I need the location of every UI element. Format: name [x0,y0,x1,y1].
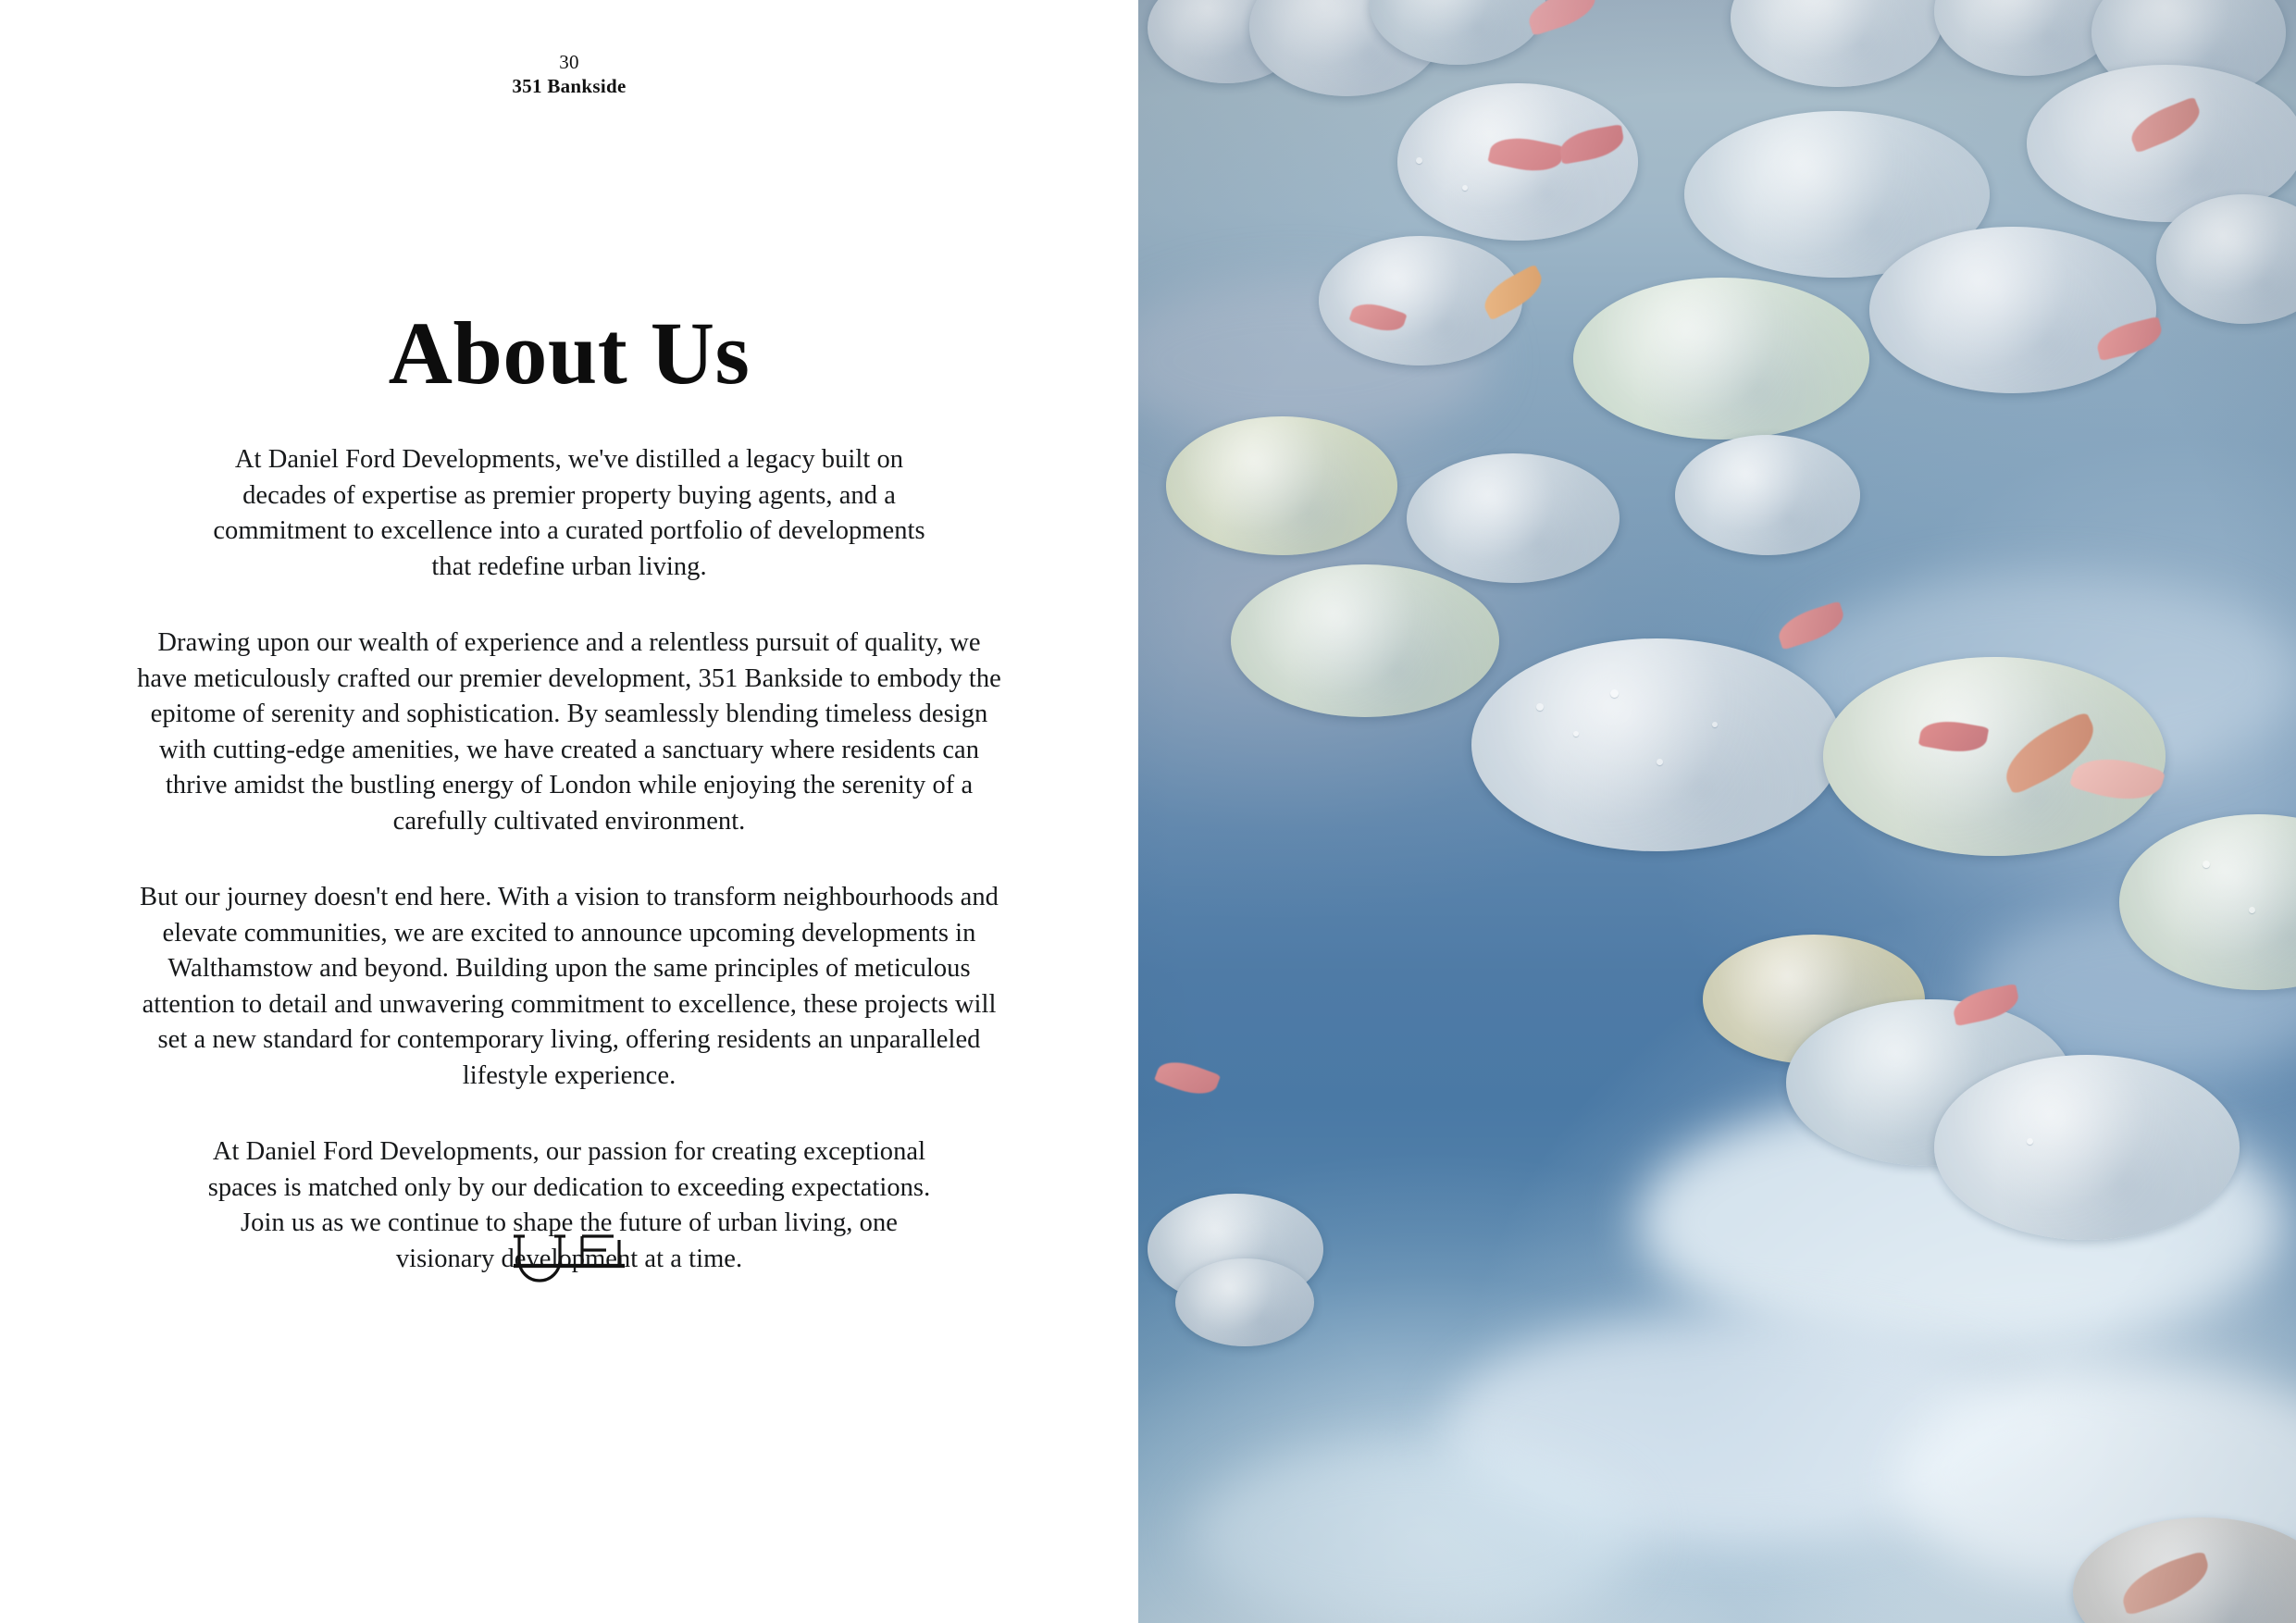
lily-pad [1471,638,1842,851]
water-droplet [1657,759,1663,765]
water-droplet [2203,861,2210,868]
water-droplet [1536,703,1544,711]
lily-pad [1675,435,1860,555]
body-copy [130,442,1009,1277]
water-droplet [1573,731,1579,737]
water-droplet [1712,722,1718,727]
water-droplet [2249,907,2255,913]
paragraph-3: But our journey doesn't end here. With a vision to transform neighbourhoods and elevate communities, we are excited to announce upcoming developments in Walthamstow and beyond. Building upon the same principles of meticulous attention to detail and unwavering commitment to excellence, these projects will set a new standard for contemporary living, offering residents an unparalleled lifestyle experience. [140,883,999,1090]
text-page [0,0,1138,1623]
lily-pad [1166,416,1397,555]
water-droplet [1416,157,1422,164]
lily-pad [1934,1055,2240,1240]
running-title: 351 Bankside [512,75,627,97]
monogram-icon [510,1231,628,1288]
paragraph-1: At Daniel Ford Developments, we've distilled a legacy built on decades of expertise as premier property buying agents, and a commitment to excellence into a curated portfolio of developments that redefine urban living. [213,445,925,581]
lily-pad [1573,278,1869,440]
photo-page [1138,0,2296,1623]
page-header [0,50,1138,98]
lily-pad [1231,564,1499,717]
paragraph-2: Drawing upon our wealth of experience and a relentless pursuit of quality, we have meticulously crafted our premier development, 351 Bankside to embody the epitome of serenity and sophistication. By seamlessly blending timeless design with cutting-edge amenities, we have created a sanctuary where residents can thrive amidst the bustling energy of London while enjoying the serenity of a carefully cultivated environment. [137,628,1001,836]
page-number: 30 [559,51,579,73]
lily-pad [1823,657,2166,856]
lily-pad [1175,1258,1314,1346]
water-droplet [2027,1138,2033,1145]
page-title: About Us [388,304,751,403]
ornament [0,1231,1138,1288]
paragraph-4: At Daniel Ford Developments, our passion for creating exceptional spaces is matched only by our dedication to exceeding expectations. Join us as we continue to shape the future of urban living, one visionary development at a time. [207,1137,931,1273]
water-droplet [1462,185,1468,191]
lily-pad [1869,227,2156,393]
lily-pad [1407,453,1620,583]
water-droplet [1610,689,1619,698]
